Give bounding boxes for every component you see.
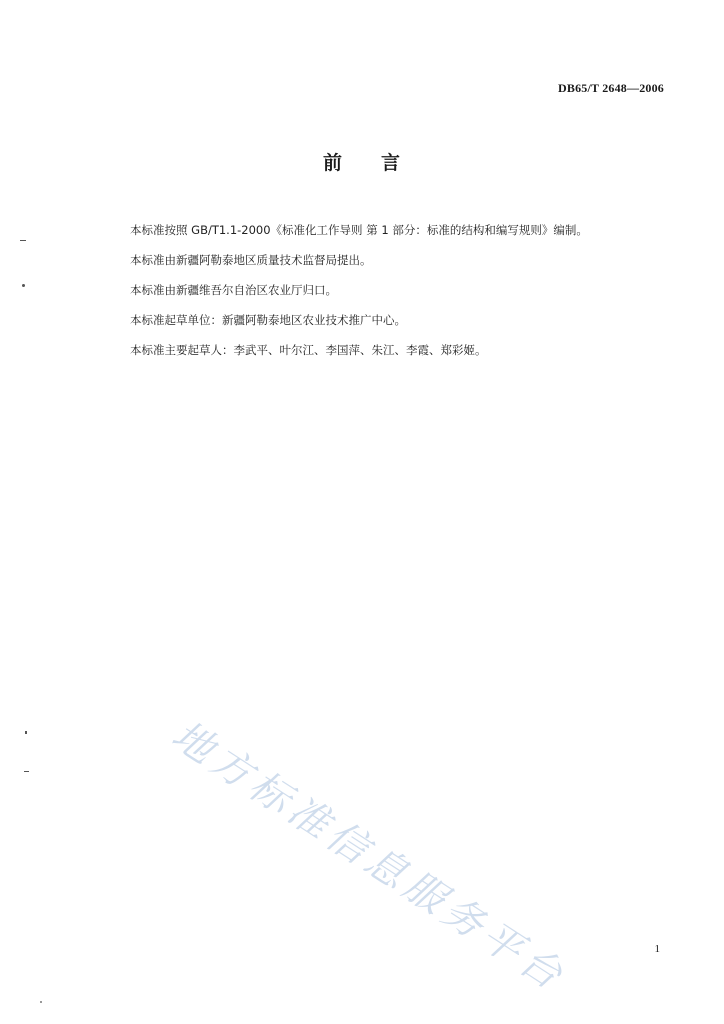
preface-line-drafting-unit: 本标准起草单位：新疆阿勒泰地区农业技术推广中心。 <box>130 313 406 327</box>
preface-line-drafting-rules: 本标准按照 GB/T1.1-2000《标准化工作导则 第 1 部分：标准的结构和编写规则》编制。 <box>130 223 588 237</box>
section-heading <box>0 148 724 175</box>
preface-line-drafters: 本标准主要起草人：李武平、叶尔江、李国萍、朱江、李霞、郑彩姬。 <box>130 343 487 357</box>
preface-body <box>130 222 670 372</box>
preface-line-proposer: 本标准由新疆阿勒泰地区质量技术监督局提出。 <box>130 253 372 267</box>
page-number: 1 <box>654 943 660 955</box>
preface-line-administrator: 本标准由新疆维吾尔自治区农业厅归口。 <box>130 283 337 297</box>
scan-speck <box>20 240 26 241</box>
scan-speck <box>22 284 25 287</box>
document-code: DB65/T 2648—2006 <box>558 81 664 95</box>
watermark: 地方标准信息服务平台 <box>163 712 575 1002</box>
heading-char-2: 言 <box>381 152 402 174</box>
scan-speck <box>40 1001 42 1003</box>
scan-speck <box>25 731 27 734</box>
scan-speck <box>24 771 29 772</box>
heading-char-1: 前 <box>322 152 343 174</box>
